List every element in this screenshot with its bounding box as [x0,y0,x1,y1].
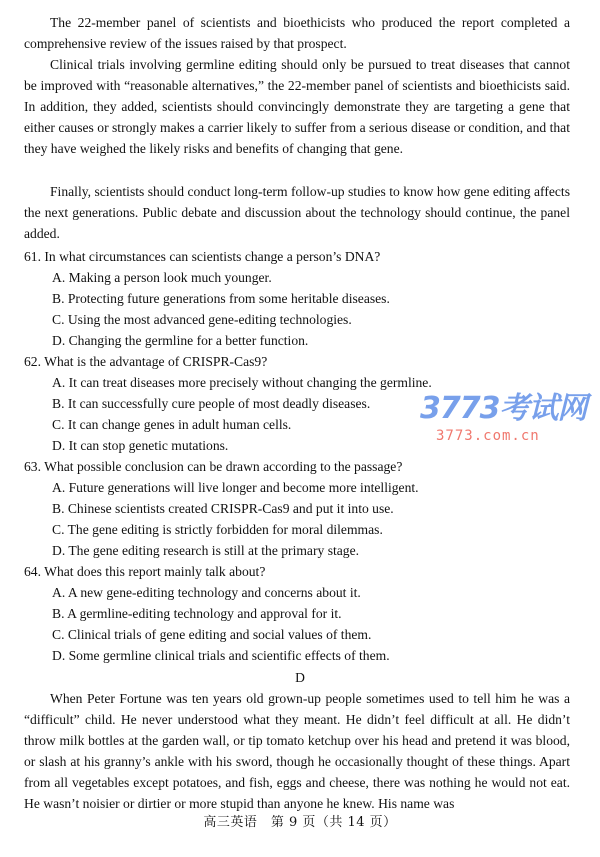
passage-c-paragraph-1 [24,12,570,54]
section-heading-d: D [295,670,305,685]
question-63-option-a: A. Future generations will live longer and become more intelligent. [52,480,419,495]
question-63-option-d: D. The gene editing research is still at the primary stage. [52,543,360,558]
question-64-option-c: C. Clinical trials of gene editing and social values of them. [52,627,372,642]
paragraph-text: The 22-member panel of scientists and bioethicists who produced the report completed a comprehensive review of the issues raised by that prospect. [24,15,570,52]
question-61-option-b: B. Protecting future generations from some heritable diseases. [52,291,390,306]
page-footer: 高三英语 第 9 页（共 14 页） [203,815,397,830]
question-63-option-b: B. Chinese scientists created CRISPR-Cas9 and put it into use. [52,501,394,516]
question-64-option-d: D. Some germline clinical trials and scientific effects of them. [52,648,390,663]
question-64-option-b: B. A germline-editing technology and approval for it. [52,606,342,621]
question-64-stem: 64. What does this report mainly talk about? [24,564,266,579]
paragraph-text: Clinical trials involving germline editing should only be pursued to treat diseases that cannot be improved with “reasonable alternatives,” the 22-member panel of scientists and bioethicists said. In addition, they added, scientists should convincingly demonstrate they are targeting a gene that either causes or strongly makes a carrier likely to suffer from a serious disease or condition, and that they have weighed the likely risks and benefits of changing that gene. [24,57,570,157]
question-61-option-d: D. Changing the germline for a better function. [52,333,309,348]
passage-c-paragraph-3 [24,181,570,244]
question-62-option-c: C. It can change genes in adult human cells. [52,417,292,432]
question-63-option-c: C. The gene editing is strictly forbidden for moral dilemmas. [52,522,383,537]
question-61-option-a: A. Making a person look much younger. [52,270,272,285]
passage-c-paragraph-2 [24,54,570,159]
paragraph-text: Finally, scientists should conduct long-term follow-up studies to know how gene editing affects the next generations. Public debate and discussion about the technology should continue, the panel added. [24,184,570,242]
question-62-stem: 62. What is the advantage of CRISPR-Cas9? [24,354,268,369]
question-63-stem: 63. What possible conclusion can be drawn according to the passage? [24,459,403,474]
watermark-logo: 3773考试网 [420,391,587,426]
paragraph-text: When Peter Fortune was ten years old grown-up people sometimes used to tell him he was a “difficult” child. He never understood what they meant. He didn’t feel difficult at all. He didn’t throw milk bottles at the garden wall, or tip tomato ketchup over his head and pretend it was blood, or slash at his granny’s ankle with his sword, though he occasionally thought of these things. Apart from all vegetables except potatoes, and fish, eggs and cheese, there was nothing he would not eat. He wasn’t noisier or dirtier or more stupid than anyone he knew. His name was [24,691,570,812]
question-62-option-d: D. It can stop genetic mutations. [52,438,229,453]
question-61-option-c: C. Using the most advanced gene-editing technologies. [52,312,352,327]
watermark-url: 3773.com.cn [436,428,540,444]
passage-d-paragraph [24,688,570,815]
question-61-stem: 61. In what circumstances can scientists change a person’s DNA? [24,249,381,264]
question-62-option-b: B. It can successfully cure people of most deadly diseases. [52,396,371,411]
question-64-option-a: A. A new gene-editing technology and concerns about it. [52,585,361,600]
question-62-option-a: A. It can treat diseases more precisely without changing the germline. [52,375,432,390]
